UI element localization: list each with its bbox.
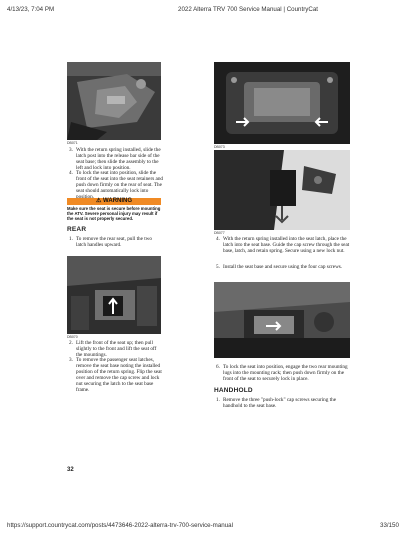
warning-text: Make sure the seat is secure before mounting the ATV. Severe personal injury may result if the seat is not properly secured.	[67, 206, 161, 222]
figure-caption: DB077	[214, 231, 225, 235]
figure-seat-mounting-photo	[214, 282, 350, 358]
section-heading-handhold: HANDHOLD	[214, 387, 253, 394]
page-number: 32	[67, 467, 74, 473]
warning-banner: ⚠ WARNING	[67, 198, 161, 205]
instruction-step: 4. To lock the seat into position, slide the front of the seat into the seat retainers and push down firmly on the rear of seat. The seat should automatically lock into	[69, 170, 164, 195]
figure-caption: DB071	[67, 141, 78, 145]
instruction-step: 3. To remove the passenger seat latches, remove the seat base noting the installed position of the return spring. Flip the seat over and remove the cap screw and lock nut securing the latch to the seat base frame.	[69, 357, 162, 394]
instruction-step: 2. Lift the front of the seat up; then pull slightly to the front and lift the seat off the mountings.	[69, 340, 157, 359]
instruction-step: 3. With the return spring installed, slide the latch post into the release bar side of the seat base; then slide the assembly to the left and lock into position.	[69, 147, 161, 172]
footer-url[interactable]: https://support.countrycat.com/posts/4473646-2022-alterra-trv-700-service-manual	[7, 522, 233, 529]
section-heading-rear: REAR	[67, 226, 87, 233]
figure-caption: DB073	[214, 145, 225, 149]
print-page-title: 2022 Alterra TRV 700 Service Manual | CountryCat	[178, 6, 318, 13]
print-datetime: 4/13/23, 7:04 PM	[7, 6, 55, 13]
instruction-step: 1. To remove the rear seat, pull the two latch handles upward.	[69, 236, 152, 249]
figure-caption: DB070	[67, 335, 78, 339]
figure-rear-latch-photo	[67, 256, 161, 334]
figure-seat-latch-photo	[67, 62, 161, 140]
footer-page-count: 33/150	[380, 522, 399, 529]
figure-latch-spring-photo	[214, 150, 350, 230]
figure-seat-base-photo	[214, 62, 350, 144]
instruction-step: 4. With the return spring installed into the seat latch, place the latch into the seat base. Guide the cap screw through the seat base, latch, and retain spring. Secure using a new lock nut.	[216, 236, 350, 255]
warning-triangle-icon: ⚠	[95, 198, 102, 204]
instruction-step: 1. Remove the three "push-lock" cap screws securing the handhold to the seat base.	[216, 397, 336, 410]
instruction-step: 6. To lock the seat into position, engage the two rear mounting lugs into the mounting rack; then push down firmly on the front of the seat to securely lock in place.	[216, 364, 348, 383]
instruction-step: 5. Install the seat base and secure using the four cap screws.	[216, 264, 343, 270]
